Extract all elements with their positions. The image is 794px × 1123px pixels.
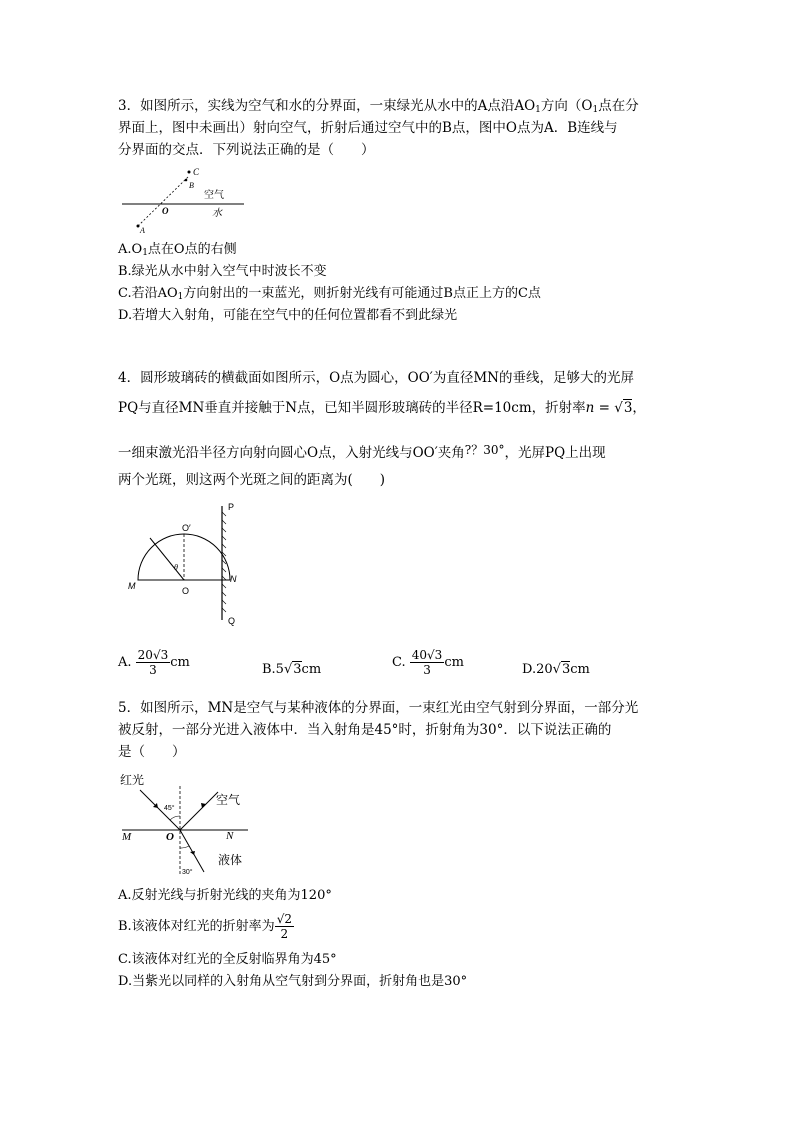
q5-reflected-arrow: [201, 803, 206, 808]
q4-stem-line-4: 两个光斑，则这两个光斑之间的距离为( ): [118, 472, 386, 488]
q4-option-d: D.20√3cm: [522, 662, 590, 677]
q3-option-a: $A.O_1$点在O点的右侧: [118, 242, 237, 258]
q5-label-angle-45: 45°: [164, 805, 175, 812]
q5-refracted-ray: [180, 830, 204, 872]
q5-stem-line-1: 5．如图所示，MN是空气与某种液体的分界面，一束红光由空气射到分界面，一部分光: [118, 700, 639, 716]
q4-label-theta: θ: [174, 563, 178, 572]
q4-figure: [120, 500, 250, 630]
q4-label-o-prime: O′: [182, 523, 191, 533]
q4-option-c: C. $\frac{40√3}{3}$ cm: [392, 648, 464, 677]
q5-label-m: M: [122, 831, 132, 843]
q3-stem-line-2: 界面上，图中未画出）射向空气，折射后通过空气中的B点，图中O点为A．B连线与: [118, 120, 618, 136]
q4-label-p: P: [228, 502, 235, 512]
q5-reflected-ray: [180, 792, 218, 830]
q5-option-b: B.该液体对红光的折射率为 $\frac{√2}{2}$: [118, 912, 292, 941]
q3-point-b: [185, 179, 188, 182]
q4-option-a: A. $\frac{20√3}{3}$ cm: [118, 648, 190, 677]
q5-figure: [118, 768, 258, 880]
q3-option-c: C.若沿$AO_1$方向射出的一束蓝光，则折射光线有可能通过B点正上方的C点: [118, 286, 541, 302]
q5-angle-arc-30: [180, 846, 189, 848]
q5-label-air: 空气: [216, 793, 241, 807]
q3-label-water: 水: [212, 208, 222, 219]
q5-label-o: O: [166, 831, 174, 843]
q3-label-b: B: [189, 181, 194, 190]
q5-angle-arc-45: [170, 816, 180, 820]
q4-stem-line-1: 4．圆形玻璃砖的横截面如图所示，O点为圆心，OO′为直径MN的垂线，足够大的光屏: [118, 370, 634, 386]
q3-option-d: D.若增大入射角，可能在空气中的任何位置都看不到此绿光: [118, 308, 458, 323]
q3-label-a: A: [140, 226, 145, 235]
q3-point-c: [188, 171, 191, 174]
q4-stem-line-3: 一细束激光沿半径方向射向圆心O点，入射光线与OO′夹角?？30°，光屏PQ上出现: [118, 443, 606, 461]
q5-label-n: N: [226, 830, 234, 842]
q4-label-m: M: [128, 581, 136, 591]
q3-label-c: C: [193, 167, 200, 177]
q5-option-a: A.反射光线与折射光线的夹角为120°: [118, 888, 332, 903]
q4-label-n: N: [230, 574, 237, 584]
q5-option-d: D.当紫光以同样的入射角从空气射到分界面，折射角也是30°: [118, 974, 468, 989]
q4-screen-hatching: [222, 512, 226, 612]
q4-option-b: B.5√3cm: [262, 662, 322, 677]
q5-option-c: C.该液体对红光的全反射临界角为45°: [118, 952, 337, 967]
q4-incident-ray: [150, 538, 184, 580]
q4-label-o: O: [182, 586, 190, 596]
q3-stem-line-1: 3．如图所示，实线为空气和水的分界面，一束绿光从水中的A点沿$AO_1$方向（$O_1$点在分: [118, 98, 639, 115]
q5-label-red-light: 红光: [120, 773, 145, 787]
q3-ray-line: [138, 177, 188, 226]
q5-stem-line-3: 是（ ）: [118, 744, 186, 760]
q5-label-liquid: 液体: [218, 853, 243, 867]
q3-label-o: O: [162, 206, 169, 216]
q4-label-q: Q: [228, 616, 236, 626]
q5-stem-line-2: 被反射，一部分光进入液体中．当入射角是45°时，折射角为30°．以下说法正确的: [118, 722, 612, 738]
q3-stem-line-3: 分界面的交点．下列说法正确的是（ ）: [118, 142, 375, 158]
q3-option-b: B.绿光从水中射入空气中时波长不变: [118, 264, 327, 279]
q5-label-angle-30: 30°: [182, 869, 193, 876]
q3-label-air: 空气: [204, 190, 224, 201]
q4-stem-line-2: PQ与直径MN垂直并接触于N点，已知半圆形玻璃砖的半径R=10cm，折射率n = √3，: [118, 400, 646, 416]
q3-figure: [118, 163, 248, 235]
